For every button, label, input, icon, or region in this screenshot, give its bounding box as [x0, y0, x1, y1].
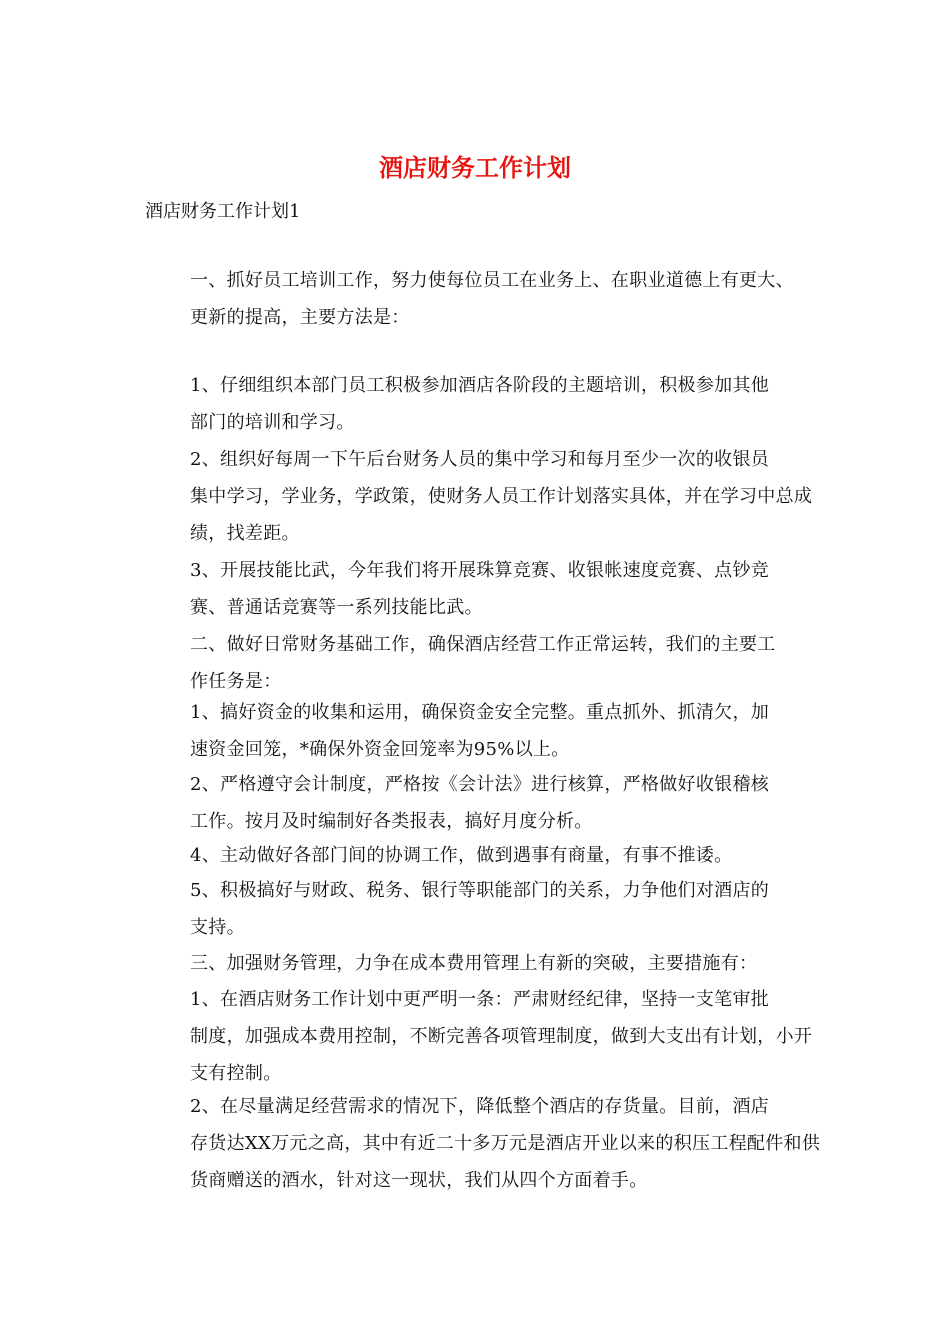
paragraph-line: 4、主动做好各部门间的协调工作，做到遇事有商量，有事不推诿。	[190, 845, 733, 866]
document-title: 酒店财务工作计划	[379, 153, 571, 182]
paragraph-5	[145, 626, 811, 700]
paragraph-line: 2、在尽量满足经营需求的情况下，降低整个酒店的存货量。目前，酒店	[190, 1096, 770, 1117]
paragraph-2	[145, 367, 811, 441]
paragraph-line: 1、仔细组织本部门员工积极参加酒店各阶段的主题培训，积极参加其他	[190, 375, 770, 396]
paragraph-12	[145, 1088, 821, 1199]
paragraph-9	[145, 872, 811, 946]
paragraph-line: 5、积极搞好与财政、税务、银行等职能部门的关系，力争他们对酒店的	[190, 880, 770, 901]
paragraph-line: 三、加强财务管理，力争在成本费用管理上有新的突破，主要措施有：	[190, 953, 758, 974]
paragraph-3	[145, 441, 811, 552]
paragraph-line: 制度，加强成本费用控制，不断完善各项管理制度，做到大支出有计划，小开	[190, 1026, 813, 1047]
paragraph-line: 绩，找差距。	[190, 523, 300, 544]
paragraph-line: 存货达XX万元之高，其中有近二十多万元是酒店开业以来的积压工程配件和供	[190, 1133, 821, 1154]
paragraph-line: 赛、普通话竞赛等一系列技能比武。	[190, 597, 483, 618]
paragraph-8	[145, 837, 811, 874]
paragraph-line: 集中学习，学业务，学政策，使财务人员工作计划落实具体，并在学习中总成	[190, 486, 813, 507]
paragraph-line: 2、组织好每周一下午后台财务人员的集中学习和每月至少一次的收银员	[190, 449, 770, 470]
paragraph-line: 速资金回笼，*确保外资金回笼率为95%以上。	[190, 739, 570, 760]
paragraph-line: 支持。	[190, 917, 245, 938]
paragraph-4	[145, 552, 811, 626]
paragraph-6	[145, 694, 811, 768]
paragraph-line: 部门的培训和学习。	[190, 412, 355, 433]
paragraph-line: 支有控制。	[190, 1063, 282, 1084]
paragraph-line: 3、开展技能比武，今年我们将开展珠算竞赛、收银帐速度竞赛、点钞竞	[190, 560, 770, 581]
paragraph-line: 更新的提高，主要方法是：	[190, 307, 410, 328]
paragraph-line: 一、抓好员工培训工作，努力使每位员工在业务上、在职业道德上有更大、	[190, 270, 794, 291]
paragraph-1	[145, 262, 811, 336]
paragraph-line: 1、搞好资金的收集和运用，确保资金安全完整。重点抓外、抓清欠，加	[190, 702, 770, 723]
paragraph-11	[145, 981, 811, 1092]
document-subtitle: 酒店财务工作计划1	[145, 201, 301, 222]
paragraph-10	[145, 945, 811, 982]
paragraph-7	[145, 766, 811, 840]
paragraph-line: 二、做好日常财务基础工作，确保酒店经营工作正常运转，我们的主要工	[190, 634, 776, 655]
paragraph-line: 1、在酒店财务工作计划中更严明一条：严肃财经纪律，坚持一支笔审批	[190, 989, 770, 1010]
paragraph-line: 2、严格遵守会计制度，严格按《会计法》进行核算，严格做好收银稽核	[190, 774, 770, 795]
paragraph-line: 作任务是：	[190, 671, 282, 692]
paragraph-line: 货商赠送的酒水，针对这一现状，我们从四个方面着手。	[190, 1170, 648, 1191]
paragraph-line: 工作。按月及时编制好各类报表，搞好月度分析。	[190, 811, 593, 832]
